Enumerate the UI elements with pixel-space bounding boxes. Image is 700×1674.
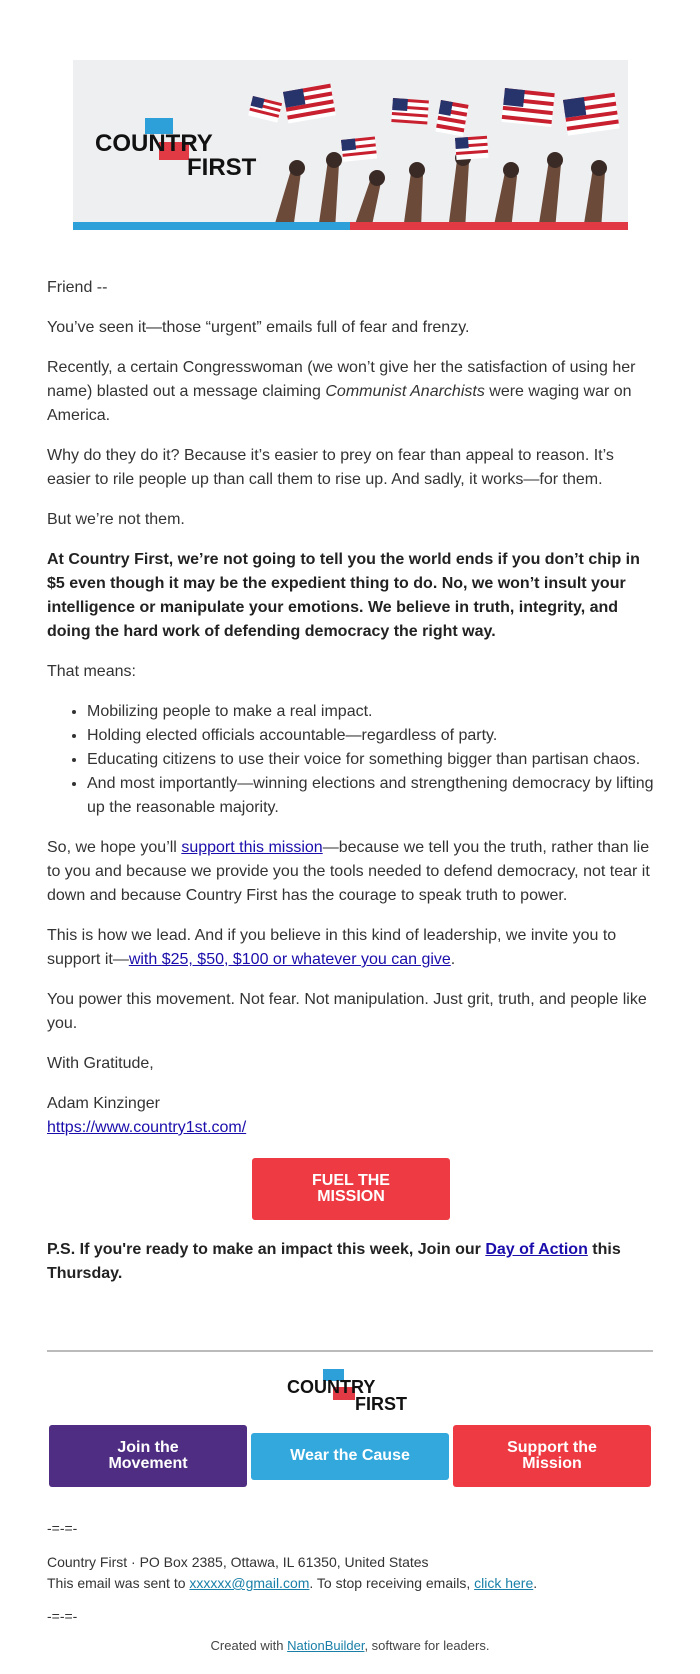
footer-divider	[47, 1350, 653, 1352]
footer-separator-2: -=-=-	[47, 1608, 78, 1624]
join-the-movement-button[interactable]: Join the Movement	[49, 1425, 247, 1487]
wear-the-cause-button[interactable]: Wear the Cause	[251, 1433, 449, 1480]
postscript: P.S. If you're ready to make an impact this week, Join our Day of Action this Thursday.	[47, 1241, 621, 1282]
flags-crowd-image	[243, 60, 628, 230]
cta-wrap	[47, 1158, 655, 1220]
closing: With Gratitude,	[47, 1055, 154, 1072]
country-first-logo	[95, 118, 265, 178]
paragraph-2: Recently, a certain Congresswoman (we won’t give her the satisfaction of using her name) blasted out a message claiming Communist Anarchists were waging war on America.	[47, 359, 636, 424]
donate-amount-link[interactable]: with $25, $50, $100 or whatever you can give	[128, 951, 451, 968]
paragraph-4: But we’re not them.	[47, 511, 185, 528]
support-mission-link[interactable]: support this mission	[181, 839, 323, 856]
cta-line-2: MISSION	[317, 1188, 385, 1205]
hero-stripe-red	[350, 222, 628, 230]
paragraph-support: So, we hope you’ll support this mission—because we tell you the truth, rather than lie to you and because we provide you the tools needed to defend democracy, not tear it down and because Country First has the courage to speak truth to power.	[47, 839, 650, 904]
paragraph-power: You power this movement. Not fear. Not manipulation. Just grit, truth, and people like you.	[47, 991, 647, 1032]
list-item: • Mobilizing people to make a real impact.	[87, 700, 655, 724]
mailing-address: Country First · PO Box 2385, Ottawa, IL 61350, United States	[47, 1554, 429, 1570]
footer-logo	[287, 1369, 413, 1411]
list-item: • Educating citizens to use their voice for something bigger than partisan chaos.	[87, 748, 655, 772]
email-body	[47, 276, 655, 1302]
nationbuilder-link[interactable]: NationBuilder	[287, 1638, 365, 1653]
support-the-mission-button[interactable]: Support the Mission	[453, 1425, 651, 1487]
raised-hands	[273, 160, 605, 230]
list-item: • And most importantly—winning elections and strengthening democracy by lifting up the reasonable majority.	[87, 772, 655, 820]
footer-logo-word-country: COUNTRY	[287, 1377, 376, 1397]
footer-separator: -=-=-	[47, 1520, 78, 1536]
hero-stripe-blue	[73, 222, 350, 230]
paragraph-1: You’ve seen it—those “urgent” emails full of fear and frenzy.	[47, 319, 470, 336]
bold-paragraph: At Country First, we’re not going to tell you the world ends if you don’t chip in $5 even though it may be the expedient thing to do. No, we won’t insult your intelligence or manipulate your emotions. We believe in truth, integrity, and doing the hard work of defending democracy the right way.	[47, 551, 640, 640]
paragraph-donate: This is how we lead. And if you believe in this kind of leadership, we invite you to support it—with $25, $50, $100 or whatever you can give.	[47, 927, 617, 968]
bullet-list	[47, 700, 655, 820]
hero-banner	[73, 60, 628, 230]
us-flags	[248, 84, 619, 162]
unsubscribe-link[interactable]: click here	[474, 1575, 534, 1591]
paragraph-3: Why do they do it? Because it’s easier to prey on fear than appeal to reason. It’s easier to rile people up than call them to rise up. And sadly, it works—for them.	[47, 447, 614, 488]
logo-word-country: COUNTRY	[95, 130, 213, 157]
signer-name: Adam Kinzinger	[47, 1095, 160, 1112]
paragraph-that-means: That means:	[47, 663, 136, 680]
sent-to-line: This email was sent to xxxxxx@gmail.com. To stop receiving emails, click here.	[47, 1575, 538, 1591]
footer-address-block	[47, 1552, 653, 1594]
day-of-action-link[interactable]: Day of Action	[485, 1241, 588, 1258]
fuel-the-mission-button[interactable]	[252, 1158, 450, 1220]
footer-logo-word-first: FIRST	[355, 1394, 407, 1411]
created-with-line: Created with NationBuilder, software for leaders.	[210, 1638, 490, 1653]
signer-url-link[interactable]: https://www.country1st.com/	[47, 1119, 247, 1136]
greeting: Friend --	[47, 279, 108, 296]
recipient-email-link[interactable]: xxxxxx@gmail.com	[189, 1575, 310, 1591]
list-item: • Holding elected officials accountable—regardless of party.	[87, 724, 655, 748]
cta-line-1: FUEL THE	[312, 1172, 390, 1189]
italic-phrase: Communist Anarchists	[325, 383, 485, 400]
signer-url-line	[47, 1116, 655, 1140]
logo-word-first: FIRST	[187, 154, 257, 178]
